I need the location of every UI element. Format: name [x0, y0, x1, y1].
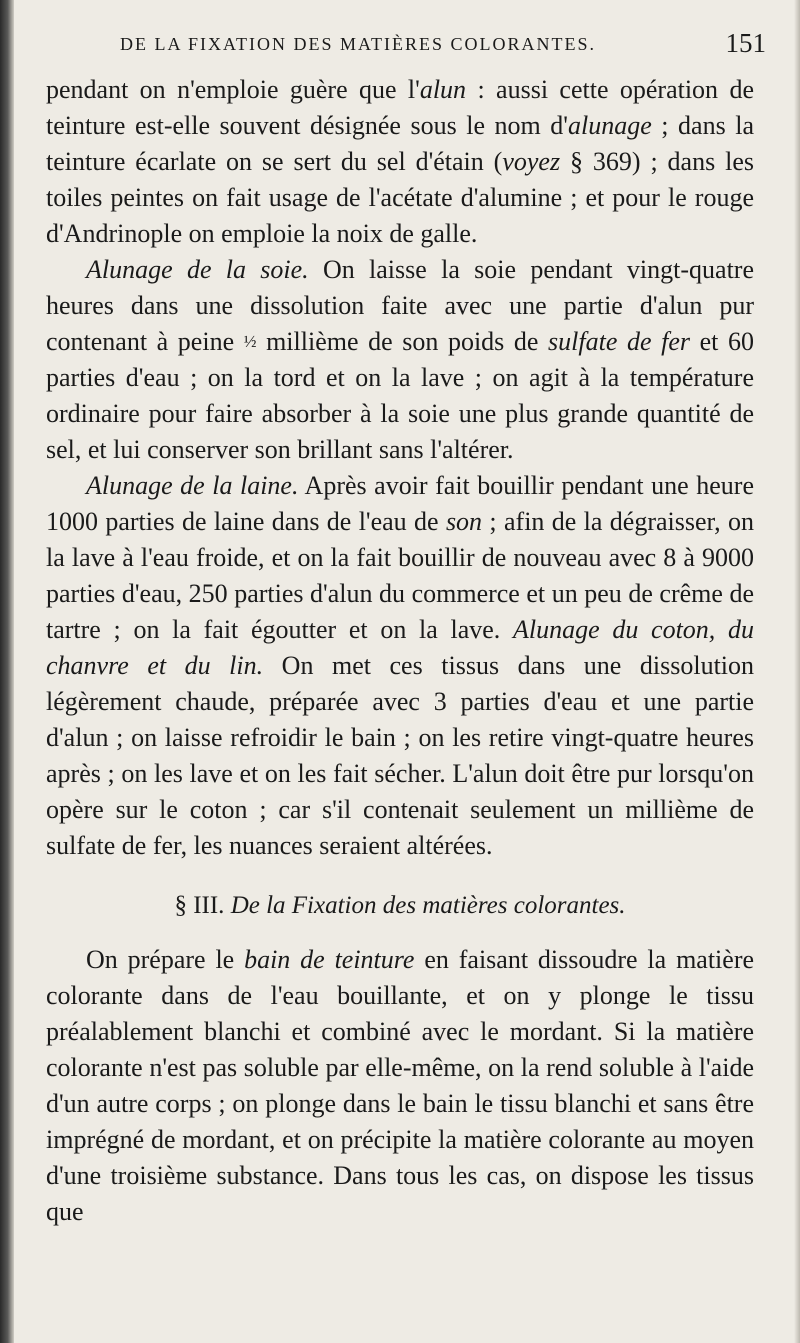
text-run: Après avoir fait bouillir pendant une heure 1000 parties de laine dans de l'eau de — [46, 471, 754, 536]
text-run: millième de son poids de — [256, 327, 549, 356]
body-text — [46, 72, 754, 1230]
italic-term: bain de teinture — [244, 945, 415, 974]
text-run: On met ces tissus dans une dissolution légèrement chaude, préparée avec 3 parties d'eau et une partie d'alun ; on laisse refroidir le bain ; on les retire vingt-quatre heures après ; on les lave et on les fait sécher. L'alun doit être pur lorsqu'on opère sur le coton ; car s'il contenait seulement un millième de sulfate de fer, les nuances seraient altérées. — [46, 651, 755, 860]
page-number: 151 — [725, 28, 766, 58]
italic-term: sulfate de fer — [548, 327, 691, 356]
text-run: ; dans la teinture écarlate on se sert du sel d'étain ( — [46, 111, 754, 176]
fraction: ½ — [243, 332, 257, 351]
text-run: On prépare le — [86, 945, 245, 974]
scan-edge-left — [0, 0, 14, 1343]
text-run: : aussi cette opération de teinture est-elle souvent désignée sous le nom d' — [46, 75, 754, 140]
paragraph-alunage-soie — [46, 252, 754, 468]
scan-edge-right — [794, 0, 800, 1343]
italic-heading: Alunage de la soie. — [86, 255, 309, 284]
italic-term: alunage — [567, 111, 652, 140]
page-header — [50, 28, 772, 64]
italic-term: son — [445, 507, 483, 536]
section-title: De la Fixation des matières colorantes. — [224, 892, 626, 919]
running-title: DE LA FIXATION DES MATIÈRES COLORANTES. — [120, 34, 597, 54]
text-run: pendant on n'emploie guère que l' — [46, 75, 420, 104]
text-run: § 369) ; dans les toiles peintes on fait usage de l'acétate d'alumine ; et pour le rouge d'Andrinople on emploie la noix de galle. — [46, 147, 754, 248]
text-run: On laisse la soie pendant vingt-quatre heures dans une dissolution faite avec une partie d'alun pur contenant à peine — [46, 255, 754, 356]
text-run: et 60 parties d'eau ; on la tord et on la lave ; on agit à la température ordinaire pour faire absorber à la soie une plus grande quantité de sel, et lui conserver son brillant sans l'altérer. — [46, 327, 754, 464]
italic-term: voyez — [502, 147, 561, 176]
section-number: § III. — [174, 892, 225, 919]
italic-term: alun — [419, 75, 467, 104]
paragraph-alunage-laine — [46, 468, 754, 864]
italic-heading: Alunage de la laine. — [86, 471, 299, 500]
paragraph-bain-teinture — [46, 942, 754, 1230]
text-run: ; afin de la dégraisser, on la lave à l'eau froide, et on la fait bouillir de nouveau avec 8 à 9000 parties d'eau, 250 parties d'alun du commerce et un peu de crême de tartre ; on la fait égoutter et on la lave. — [46, 507, 754, 644]
text-run: en faisant dissoudre la matière colorante dans de l'eau bouillante, et on y plonge le tissu préalablement blanchi et combiné avec le mordant. Si la matière colorante n'est pas soluble par elle-même, on la rend soluble à l'aide d'un autre corps ; on plonge dans le bain le tissu blanchi et sans être imprégné de mordant, et on précipite la matière colorante au moyen d'une troisième substance. Dans tous les cas, on dispose les tissus que — [46, 945, 755, 1226]
section-heading — [46, 888, 754, 924]
paragraph-alun — [46, 72, 754, 252]
italic-heading: Alunage du coton, du chanvre et du lin. — [46, 615, 754, 680]
